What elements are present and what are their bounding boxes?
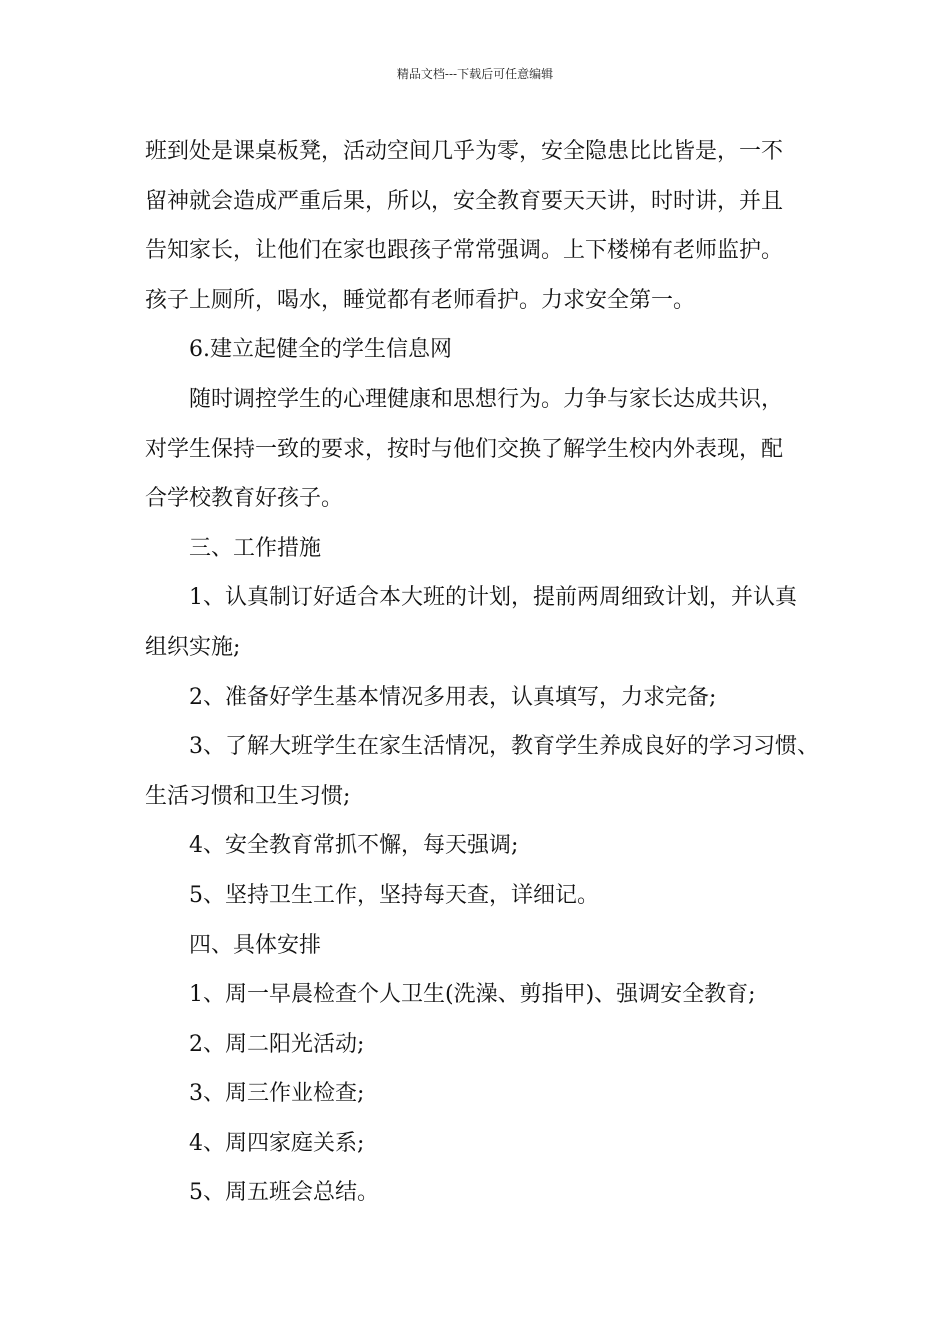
text-line: 留神就会造成严重后果，所以，安全教育要天天讲，时时讲，并且 xyxy=(145,188,784,214)
list-item: 3、了解大班学生在家生活情况，教育学生养成良好的学习习惯、 xyxy=(189,734,819,760)
text-line: 生活习惯和卫生习惯; xyxy=(145,783,351,809)
section-heading: 三、工作措施 xyxy=(189,535,322,561)
text-line: 对学生保持一致的要求，按时与他们交换了解学生校内外表现，配 xyxy=(145,436,784,462)
list-item: 4、安全教育常抓不懈，每天强调; xyxy=(189,833,519,859)
text-line: 随时调控学生的心理健康和思想行为。力争与家长达成共识， xyxy=(189,386,784,412)
text-line: 班到处是课桌板凳，活动空间几乎为零，安全隐患比比皆是，一不 xyxy=(145,139,784,164)
list-item: 5、坚持卫生工作，坚持每天查，详细记。 xyxy=(189,882,599,908)
list-item: 4、周四家庭关系; xyxy=(189,1130,365,1156)
list-item: 2、周二阳光活动; xyxy=(189,1031,365,1057)
text-line: 组织实施; xyxy=(145,634,241,660)
section-heading: 6.建立起健全的学生信息网 xyxy=(189,337,452,363)
list-item: 1、周一早晨检查个人卫生(洗澡、剪指甲)、强调安全教育; xyxy=(189,982,756,1008)
document-body xyxy=(145,127,825,1218)
text-line: 告知家长，让他们在家也跟孩子常常强调。上下楼梯有老师监护。 xyxy=(145,238,784,264)
page-header: 精品文档---下载后可任意编辑 xyxy=(396,67,554,81)
list-item: 5、周五班会总结。 xyxy=(189,1180,379,1206)
list-item: 1、认真制订好适合本大班的计划，提前两周细致计划，并认真 xyxy=(189,585,797,611)
text-line: 合学校教育好孩子。 xyxy=(145,486,344,512)
list-item: 2、准备好学生基本情况多用表，认真填写，力求完备; xyxy=(189,684,717,710)
text-line: 孩子上厕所，喝水，睡觉都有老师看护。力求安全第一。 xyxy=(145,287,696,313)
section-heading: 四、具体安排 xyxy=(189,932,322,958)
list-item: 3、周三作业检查; xyxy=(189,1081,365,1107)
